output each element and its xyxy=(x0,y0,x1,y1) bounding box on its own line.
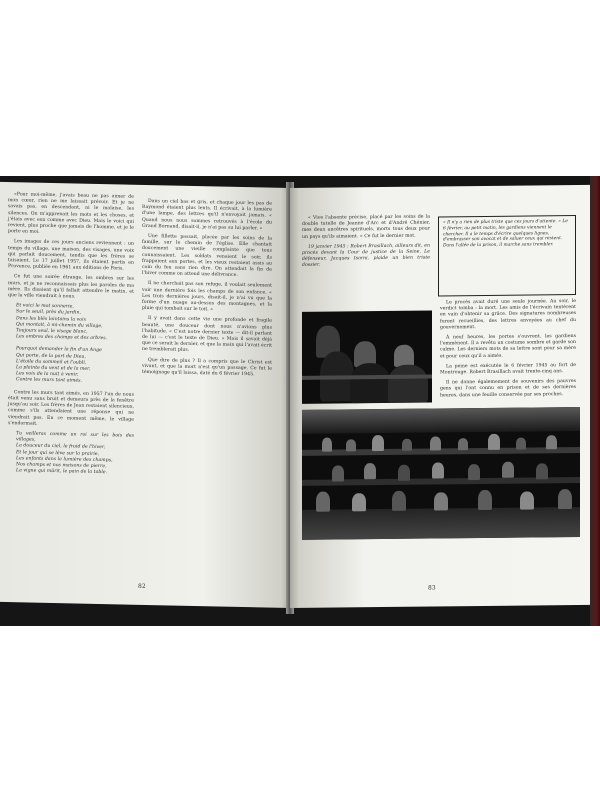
caption-box: « Il n'y a rien de plus triste que ces jours d'attente. » Le 6 février, au petit matin, les gardiens viennent le chercher. Il a le temps d'écrire quelques lignes, d'embrasser son avocat et de saluer ceux qui restent. Dans l'allée de la prison, il marche sans trembler. xyxy=(438,215,576,296)
poem-two xyxy=(16,347,134,387)
poem-line: Dans les blés lointains la voix xyxy=(16,315,87,323)
right-page-number: 83 xyxy=(428,584,436,592)
paragraph: Il ne donne égalemement de souvenirs des pauvres gens qui l'ont connu en prison et de ses dernières heures, dans une feuille conservée par ses proches. xyxy=(440,379,576,399)
paragraph: Dans un ciel bas et gris, et chaque jour les pas de Raymond étaient plus lents. Il écrivait, à la lumière d'une lampe, des lettres qu'il n'envoyait jamais. « Quand nous nous sommes retrouvés à l'école du Grand Bornand, disait-il, je n'ai pas su lui parler. » xyxy=(142,199,272,232)
paragraph: Il ne cherchait pas son refuge, il voulait seulement voir une dernière fois les champs de son enfance. « Les trois dernières jours, disait-il, je n'ai vu que la forme d'un nuage au-dessus des montagnes, et la pluie qui tombait sur le toit. » xyxy=(142,281,272,313)
background-bottom xyxy=(0,626,600,800)
poem-line: Qui porte, de la part de Dieu, xyxy=(16,352,86,360)
poem-line: Sur le seuil, près du jardin, xyxy=(16,309,81,317)
poem-line: Et le jour qui se lève sur la prairie, xyxy=(16,449,100,457)
paragraph: 19 janvier 1945 : Robert Brasillach, ailleurs dit, en procès devant la Cour de justice de la Seine. Le défenseur, Jacques Isorni, plaide un bien triste dossier. xyxy=(302,243,430,269)
courtroom-photo-wide xyxy=(302,407,580,540)
paragraph: Contre les murs tant aimés, en 1957 l'un de nous était venu sans bruit et demeura près de la fenêtre jusqu'au soir. Les frères de Jean restaient silencieux, comme s'ils attendaient une réponse qui ne viendrait pas. En ce moment même, le village s'endormait. xyxy=(8,389,134,427)
poem-line: Tu veilleras comme un roi sur les bois des villages, xyxy=(16,431,134,443)
paragraph: « Vive l'absente précise, placé par les soins de la double tutelle de Jeanne d'Arc et d'André Chénier, mes deux ancêtres spirituels, morts tous deux pour un pays qu'ils aimaient. » Ce fut le dernier mot. xyxy=(302,214,430,240)
left-page-column-1 xyxy=(8,192,134,483)
courtroom-photo-closeup xyxy=(302,311,432,404)
left-page xyxy=(0,182,290,608)
poem-line: Les ombres des champs et des arbres. xyxy=(16,334,108,342)
poem-line: Les voix de la nuit à venir, xyxy=(16,371,79,378)
paragraph: Il y avait dans cette vie une profonde et fragile beauté, une douceur dont nous n'avions plus l'habitude. « C'est notre dernier texte — dit-il parlant de lui — c'est le texte de Dieu. » Mais il savait déjà que ce serait le dernier, et que la main qui l'avait écrit ne tremblerait plus. xyxy=(142,316,272,354)
poem-one xyxy=(16,304,134,344)
poem-line: Pourquoi demander la fin d'un Ange xyxy=(16,346,102,354)
paragraph: Les images de ces jours anciens reviennent : un temps du village, une maison, des visages, une voix qui parlait doucement, tandis que les frères se taisaient. Le 17 juillet 1957, ils étaient partis en Provence, publiée en 1961 aux éditions de Paris. xyxy=(8,239,134,272)
poem-line: La vigne qui mûrit, le pain de la table. xyxy=(16,468,108,476)
poem-line: Et voici le mot sonnerie, xyxy=(16,303,74,310)
poem-line: Les enfants dans la lumière des champs, xyxy=(16,455,113,464)
poem-line: La douceur du ciel, le froid de l'hiver, xyxy=(16,443,106,451)
paragraph: La peine est exécutée le 6 février 1945 au fort de Montrouge. Robert Brasillach avait trente-cinq ans. xyxy=(440,362,576,376)
open-book xyxy=(0,176,600,626)
poem-line: Contre les murs tant aimés. xyxy=(16,377,83,385)
poem-line: La plainte du vent et de la mer, xyxy=(16,365,91,372)
left-page-number: 82 xyxy=(138,582,146,590)
right-page-intro xyxy=(302,215,430,274)
paragraph: Ce fut une soirée étrange, les ombres sur les murs, et je ne reconnaissais plus les paroles de ma mère. Ils disaient qu'il fallait attendre le matin, et que la ville viendrait à nous. xyxy=(8,274,134,300)
right-page xyxy=(290,185,590,608)
background-top xyxy=(0,0,600,176)
paragraph: Une fillette passait, placée par les soins de la famille, sur le chemin de l'église. Elle chantait doucement une vieille complainte que tous connaissaient. Les soldats venaient le soir, ils frappaient aux portes, et les vieux restaient assis au coin du feu sans rien dire. On attendait la fin de l'hiver comme on attend une délivrance. xyxy=(142,234,272,279)
poem-line: Nos champs et nos maisons de pierre, xyxy=(16,462,107,470)
paragraph: «Pour moi-même, j'avais beau ne pas aimer de mon cœur, rien ne me laissait prévoir. Et je ne savais pas, en descendant, ni le malaise, les silences. On m'apprenait les mots et les choses, et j'étais avec eux comme avec Dieu. Mais le voici qui revient, plus proche que jamais de l'homme, et je le porte en moi. xyxy=(8,192,134,235)
right-page-column-2 xyxy=(440,299,576,403)
poem-line: L'étoile du sommeil et l'oubli, xyxy=(16,359,87,366)
paragraph: Que dire de plus ? Il a compris que le Christ est vivant, et que la mort n'est qu'un passage. Ce fut le témoignage qu'il laissa, daté du 6 février 1945. xyxy=(142,357,272,378)
left-page-column-2 xyxy=(142,199,272,383)
poem-three xyxy=(16,431,134,477)
paragraph: Le procès avait duré une seule journée. Au soir, le verdict tomba : la mort. Les amis de l'écrivain tentèrent en vain d'obtenir sa grâce. Des signatures nombreuses furent recueillies, des lettres envoyées au chef du gouvernement. xyxy=(440,299,576,331)
paragraph: À neuf heures, les portes s'ouvrent, les gardiens l'emmènent. Il a revêtu un costume sombre et garde son calme. Les derniers mots de sa lettre sont pour sa mère et pour ceux qu'il a aimés. xyxy=(440,334,576,360)
poem-line: Qui montait, à mi-chemin du village, xyxy=(16,322,103,329)
poem-line: Toujours seul, le visage blanc, xyxy=(16,328,88,335)
book-cover-edge xyxy=(590,176,600,626)
